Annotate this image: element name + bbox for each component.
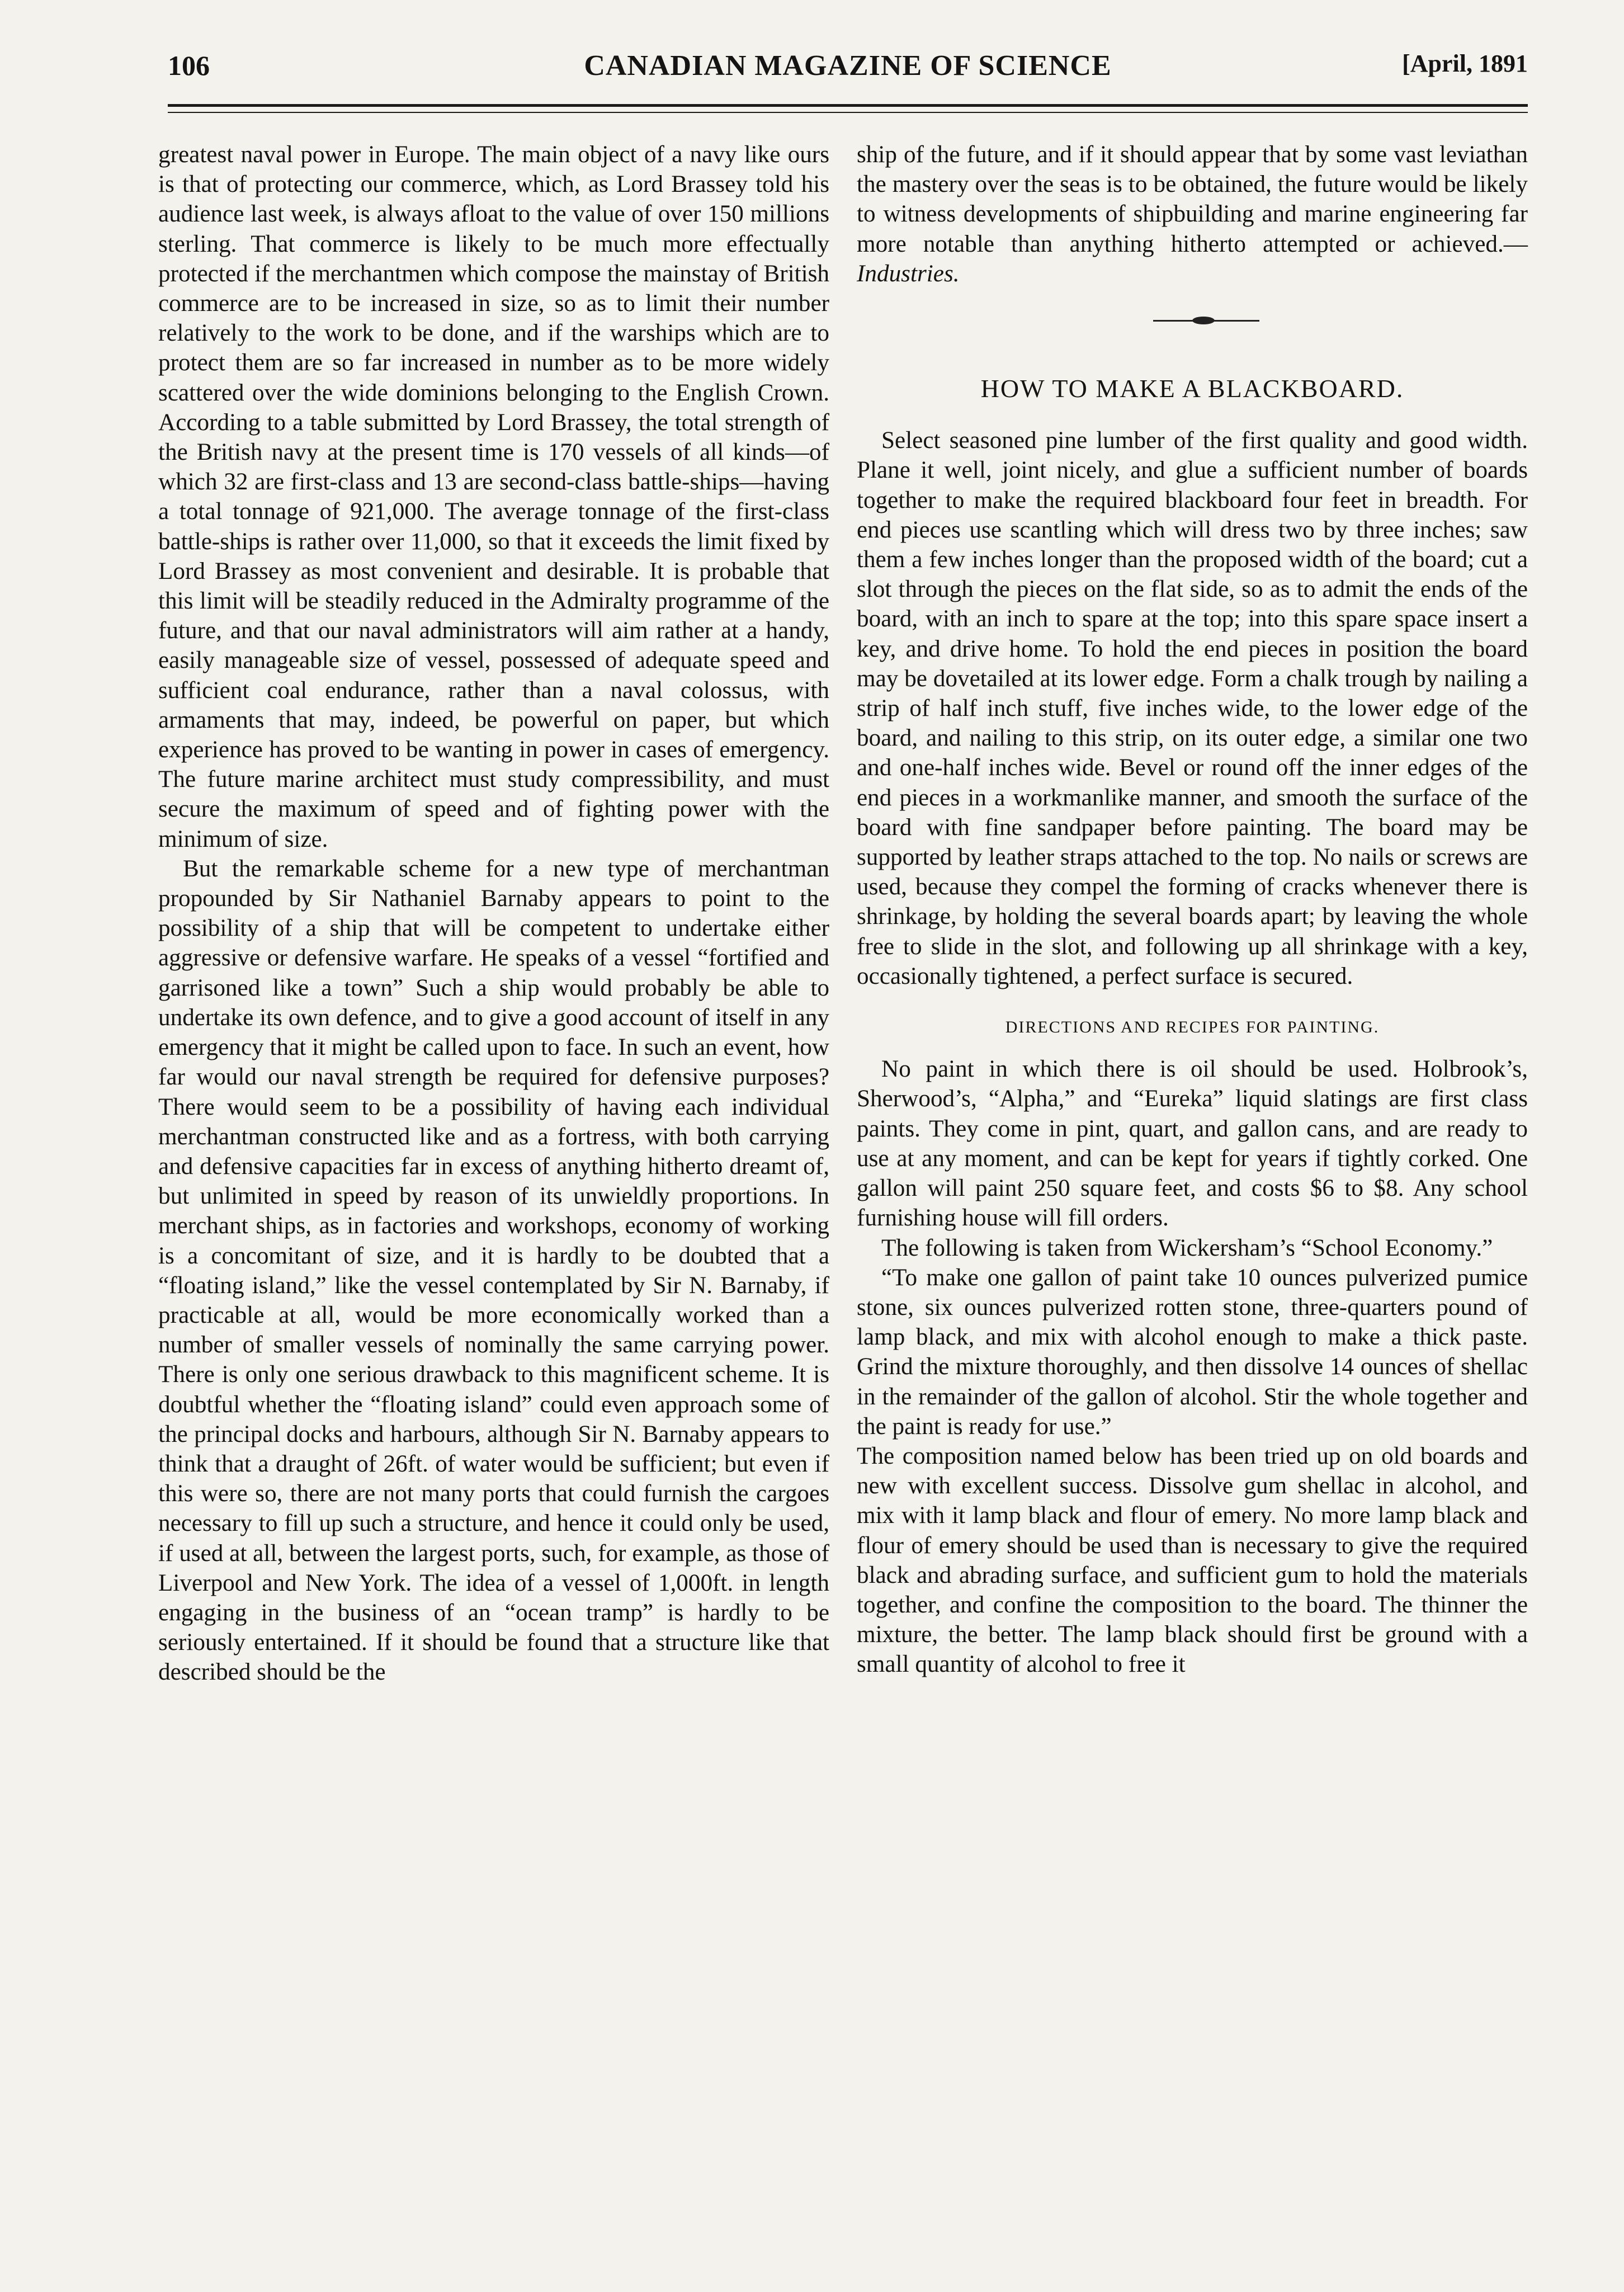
section-divider-ornament [857, 289, 1528, 340]
magazine-title: CANADIAN MAGAZINE OF SCIENCE [584, 50, 1112, 82]
right-paragraph-1 [857, 140, 1528, 289]
right-column [857, 140, 1528, 1680]
left-column [158, 140, 829, 1687]
issue-date: [April, 1891 [1402, 50, 1528, 77]
running-head [168, 49, 1528, 88]
right-paragraph-2: Select seasoned pine lumber of the first quality and good width. Plane it well, joint nicely, and glue a sufficient number of boards together to make the required blackboard four feet in breadth. For end pieces use scantling which will dress two by three inches; saw them a few inches longer than the proposed width of the board; cut a slot through the pieces on the flat side, so as to admit the ends of the board, with an inch to spare at the top; into this spare space insert a key, and drive home. To hold the end pieces in position the board may be dovetailed at its lower edge. Form a chalk trough by nailing a strip of half inch stuff, five inches wide, to the lower edge of the board, and nailing to this strip, on its outer edge, a similar one two and one-half inches wide. Bevel or round off the inner edges of the end pieces in a workmanlike manner, and smooth the surface of the board with fine sandpaper before painting. The board may be supported by leather straps attached to the top. No nails or screws are used, because they compel the forming of cracks whenever there is shrinkage, by holding the several boards apart; by leaving the whole free to slide in the slot, and following up all shrinkage with a key, occasionally tightened, a perfect surface is secured. [857, 427, 1528, 989]
article-title: HOW TO MAKE A BLACKBOARD. [980, 374, 1404, 403]
right-paragraph-3: No paint in which there is oil should be used. Holbrook’s, Sherwood’s, “Alpha,” and “Eureka” liquid slatings are first class paints. They come in pint, quart, and gallon cans, and are ready to use at any moment, and can be kept for years if tightly corked. One gallon will paint 250 square feet, and costs $6 to $8. Any school furnishing house will fill orders. [857, 1056, 1528, 1232]
continued-text: ship of the future, and if it should appear that by some vast leviathan the mastery over the seas is to be obtained, the future would be likely to witness developments of shipbuilding and marine engineering far more notable than anything hitherto attempted or achieved.— [857, 142, 1528, 257]
header-rule-thin [168, 112, 1528, 113]
right-paragraph-4: The following is taken from Wickersham’s “School Economy.” [881, 1234, 1493, 1261]
right-paragraph-5: “To make one gallon of paint take 10 ounces pulverized pumice stone, six ounces pulverized rotten stone, three-quarters pound of lamp black, and mix with alcohol enough to make a thick paste. Grind the mixture thoroughly, and then dissolve 14 ounces of shellac in the remainder of the gallon of alcohol. Stir the whole together and the paint is ready for use.” [857, 1264, 1528, 1440]
left-paragraph-2: But the remarkable scheme for a new type of merchantman propounded by Sir Nathaniel Barnaby appears to point to the possibility of a ship that will be competent to undertake either aggressive or defensive warfare. He speaks of a vessel “fortified and garrisoned like a town” Such a ship would probably be able to undertake its own defence, and to give a good account of itself in any emergency that it might be called upon to face. In such an event, how far would our naval strength be required for defensive purposes? There would seem to be a possibility of having each individual merchantman constructed like and as a fortress, with both carrying and defensive capacities far in excess of anything hitherto dreamt of, but unlimited in speed by reason of its unwieldly proportions. In merchant ships, as in factories and workshops, economy of working is a concomitant of size, and it is hardly to be doubted that a “floating island,” like the vessel contemplated by Sir N. Barnaby, if practicable at all, would be more economically worked than a number of smaller vessels of nominally the same carrying power. There is only one serious drawback to this magnificent scheme. It is doubtful whether the “floating island” could even approach some of the principal docks and harbours, although Sir N. Barnaby appears to think that a draught of 26ft. of water would be sufficient; but even if this were so, there are not many ports that could furnish the cargoes necessary to fill up such a structure, and hence it could only be used, if used at all, between the largest ports, such, for example, as those of Liverpool and New York. The idea of a vessel of 1,000ft. in length engaging in the business of an “ocean tramp” is hardly to be seriously entertained. If it should be found that a structure like that described should be the [158, 855, 829, 1686]
source-attribution: Industries. [857, 260, 960, 287]
header-rule-thick [168, 104, 1528, 107]
divider-dot [1192, 317, 1215, 324]
page-number: 106 [168, 50, 210, 81]
section-subheading: DIRECTIONS AND RECIPES FOR PAINTING. [1005, 1018, 1380, 1037]
left-paragraph-1: greatest naval power in Europe. The main object of a navy like ours is that of protecting our commerce, which, as Lord Brassey told his audience last week, is always afloat to the value of over 150 millions sterling. That commerce is likely to be much more effectually protected if the merchantmen which compose the mainstay of British commerce are to be increased in size, so as to limit their number relatively to the work to be done, and if the warships which are to protect them are so far increased in number as to be more widely scattered over the wide dominions belonging to the English Crown. According to a table submitted by Lord Brassey, the total strength of the British navy at the present time is 170 vessels of all kinds—of which 32 are first-class and 13 are second-class battle-ships—having a total tonnage of 921,000. The average tonnage of the first-class battle-ships is rather over 11,000, so that it exceeds the limit fixed by Lord Brassey as most convenient and desirable. It is probable that this limit will be steadily reduced in the Admiralty programme of the future, and that our naval administrators will aim rather at a handy, easily manageable size of vessel, possessed of adequate speed and sufficient coal endurance, rather than a naval colossus, with armaments that may, indeed, be powerful on paper, but which experience has proved to be wanting in power in cases of emergency. The future marine architect must study compressibility, and must secure the maximum of speed and of fighting power with the minimum of size. [158, 142, 829, 852]
right-paragraph-6: The composition named below has been tried up on old boards and new with excellent success. Dissolve gum shellac in alcohol, and mix with it lamp black and flour of emery. No more lamp black and flour of emery should be used than is necessary to give the required black and abrading surface, and sufficient gum to hold the materials together, and confine the composition to the board. The thinner the mixture, the better. The lamp black should first be ground with a small quantity of alcohol to free it [857, 1442, 1528, 1678]
